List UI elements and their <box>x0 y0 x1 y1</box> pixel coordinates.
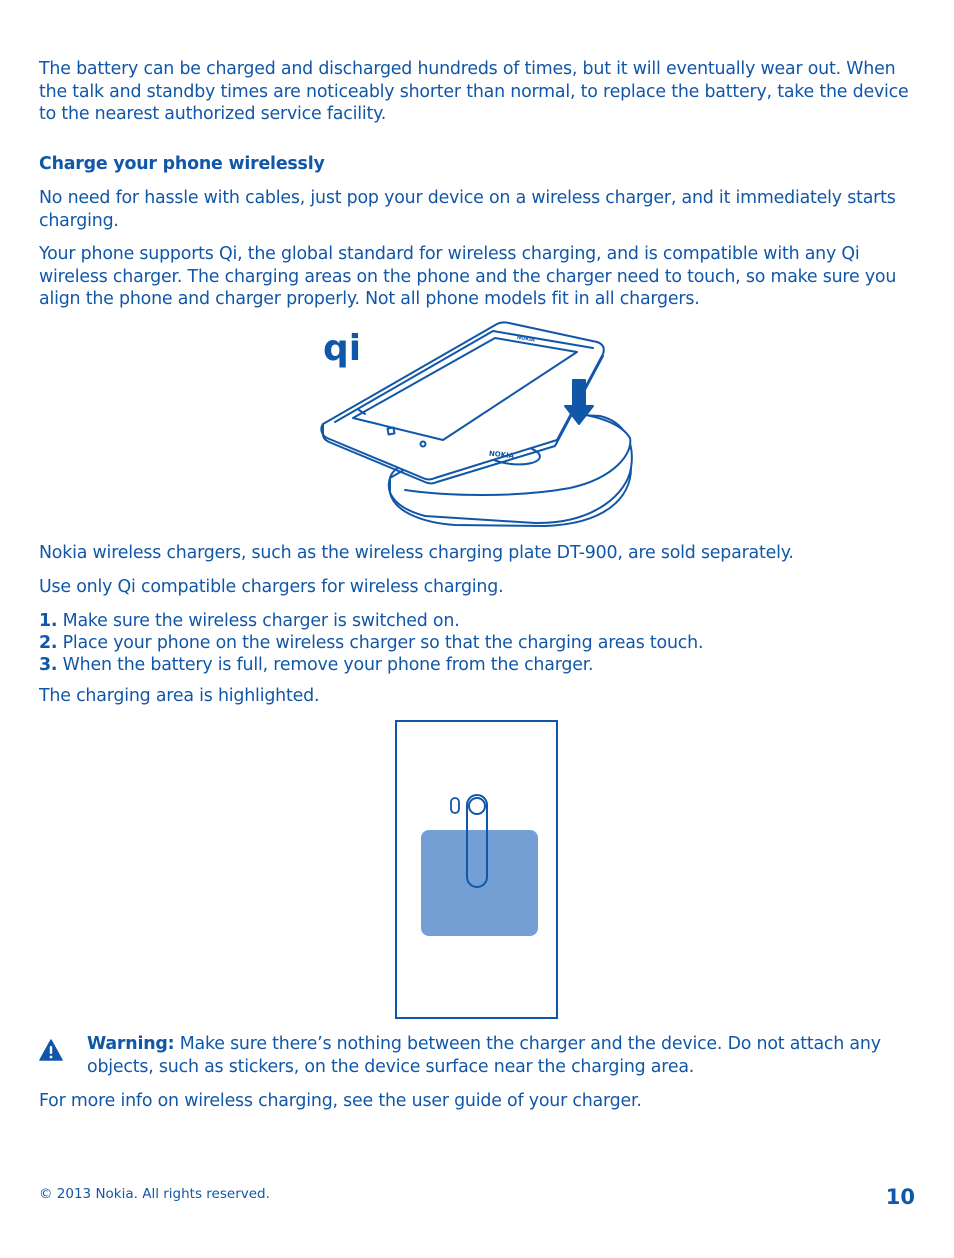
warning-icon <box>39 1039 63 1061</box>
paragraph-qi-only: Use only Qi compatible chargers for wireless charging. <box>39 577 504 597</box>
phone-back-charging-area-illustration <box>394 720 560 1020</box>
paragraph-highlighted: The charging area is highlighted. <box>39 686 320 706</box>
warning-text: Warning: Make sure there’s nothing between the charger and the device. Do not attach any objects, such as stickers, on the device surface near the charging area. <box>87 1034 881 1077</box>
steps-list <box>39 610 915 677</box>
camera-lens-icon <box>469 798 485 814</box>
paragraph-qi-support: Your phone supports Qi, the global standard for wireless charging, and is compatible with any Qi wireless charger. The charging areas on the phone and the charger need to touch, so make sure you align the phone and charger properly. Not all phone models fit in all chargers. <box>39 244 897 310</box>
intro-paragraph: The battery can be charged and discharged hundreds of times, but it will eventually wear out. When the talk and standby times are noticeably shorter than normal, to replace the battery, take the device to the nearest authorized service facility. <box>39 59 909 125</box>
list-item: 1. Make sure the wireless charger is switched on. <box>39 611 460 631</box>
paragraph-no-cables: No need for hassle with cables, just pop your device on a wireless charger, and it immediately starts charging. <box>39 188 896 231</box>
wireless-charging-illustration <box>315 318 640 530</box>
warning-label: Warning: <box>87 1034 175 1054</box>
list-item: 3. When the battery is full, remove your phone from the charger. <box>39 655 594 676</box>
list-item: 2. Place your phone on the wireless charger so that the charging areas touch. <box>39 633 704 654</box>
paragraph-chargers-sold: Nokia wireless chargers, such as the wireless charging plate DT-900, are sold separately. <box>39 543 794 563</box>
page-number: 10 <box>885 1185 915 1209</box>
phone-brand-label: NOKIA <box>516 334 536 344</box>
charging-area-highlight <box>421 830 538 936</box>
footer-copyright: © 2013 Nokia. All rights reserved. <box>39 1186 270 1202</box>
svg-text:qi: qi <box>323 328 362 369</box>
section-heading: Charge your phone wirelessly <box>39 154 325 174</box>
qi-logo-icon <box>323 328 361 369</box>
paragraph-more-info: For more info on wireless charging, see the user guide of your charger. <box>39 1091 642 1111</box>
charger-brand-label: NOKIA <box>488 449 515 461</box>
